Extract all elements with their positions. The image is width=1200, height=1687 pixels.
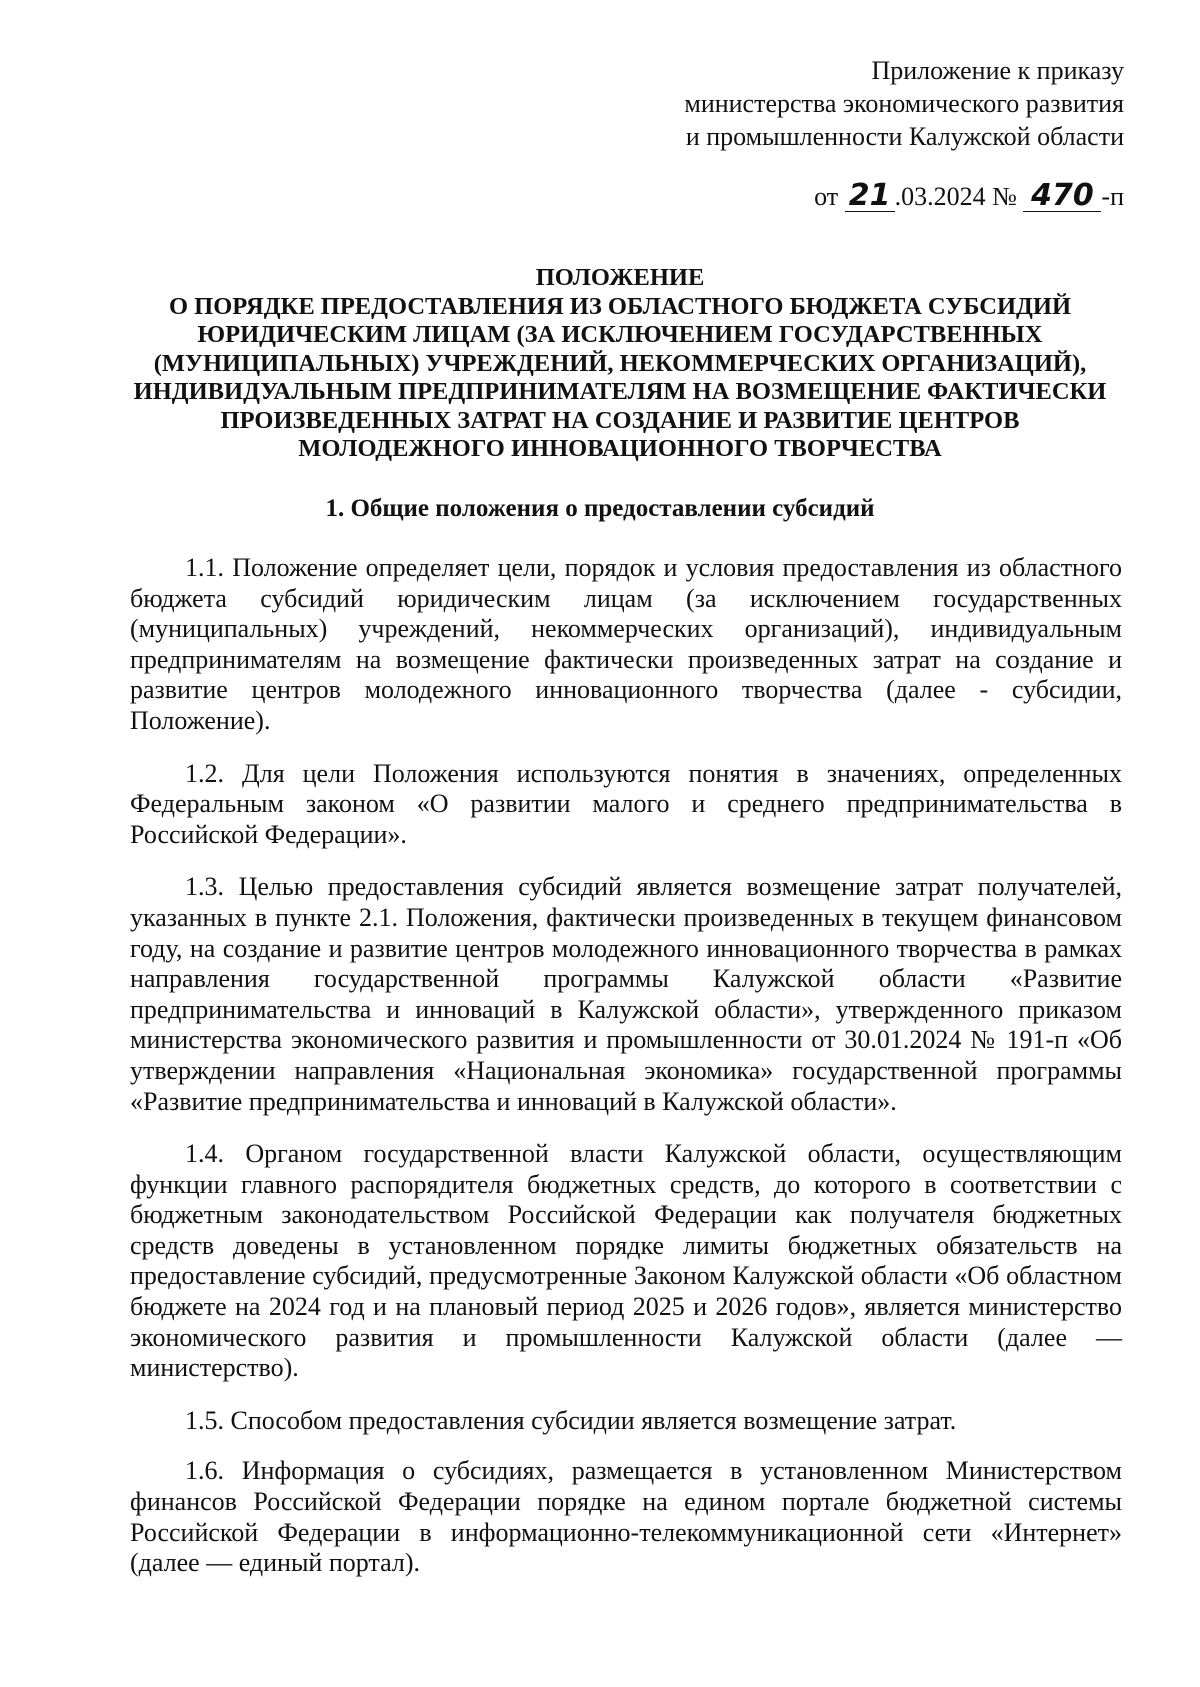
appendix-header: [564, 54, 1124, 153]
order-day-handwritten: 21: [845, 181, 895, 212]
paragraph-1-3: 1.3. Целью предоставления субсидий является возмещение затрат получателей, указанных в пункте 2.1. Положения, фактически произведенных в текущем финансовом году, на создание и развитие центров молодежного инновационного творчества в рамках направления государственной программы Калужской области «Развитие предпринимательства и инноваций в Калужской области», утвержденного приказом министерства экономического развития и промышленности от 30.01.2024 № 191-п «Об утверждении направления «Национальная экономика» государственной программы «Развитие предпринимательства и инноваций в Калужской области».: [130, 872, 1122, 1116]
order-date-rest: .03.2024 №: [894, 182, 1017, 211]
title-line: ИНДИВИДУАЛЬНЫМ ПРЕДПРИНИМАТЕЛЯМ НА ВОЗМЕЩЕНИЕ ФАКТИЧЕСКИ: [133, 378, 1107, 405]
appendix-line-3: и промышленности Калужской области: [685, 122, 1124, 151]
section-heading: 1. Общие положения о предоставлении субсидий: [325, 495, 875, 522]
paragraph-1-2: 1.2. Для цели Положения используются понятия в значениях, определенных Федеральным законом «О развитии малого и среднего предпринимательства в Российской Федерации».: [130, 758, 1122, 849]
order-number-handwritten: 470: [1023, 181, 1101, 212]
paragraph-1-1: 1.1. Положение определяет цели, порядок и условия предоставления из областного бюджета субсидий юридическим лицам (за исключением государственных (муниципальных) учреждений, некоммерческих организаций), индивидуальным предпринимателям на возмещение фактически произведенных затрат на создание и развитие центров молодежного инновационного творчества (далее - субсидии, Положение).: [130, 553, 1122, 735]
appendix-line-1: Приложение к приказу: [871, 56, 1124, 85]
title-line: МОЛОДЕЖНОГО ИННОВАЦИОННОГО ТВОРЧЕСТВА: [298, 435, 942, 462]
paragraph-1-4: 1.4. Органом государственной власти Калужской области, осуществляющим функции главного распорядителя бюджетных средств, до которого в соответствии с бюджетным законодательством Российской Федерации как получателя бюджетных средств доведены в установленном порядке лимиты бюджетных обязательств на предоставление субсидий, предусмотренные Законом Калужской области «Об областном бюджете на 2024 год и на плановый период 2025 и 2026 годов», является министерство экономического развития и промышленности Калужской области (далее — министерство).: [130, 1139, 1122, 1383]
title-line: ПОЛОЖЕНИЕ: [535, 264, 705, 291]
title-line: (МУНИЦИПАЛЬНЫХ) УЧРЕЖДЕНИЙ, НЕКОММЕРЧЕСКИХ ОРГАНИЗАЦИЙ),: [153, 349, 1087, 377]
title-line: О ПОРЯДКЕ ПРЕДОСТАВЛЕНИЯ ИЗ ОБЛАСТНОГО БЮДЖЕТА СУБСИДИЙ: [168, 292, 1072, 320]
title-line: ПРОИЗВЕДЕННЫХ ЗАТРАТ НА СОЗДАНИЕ И РАЗВИТИЕ ЦЕНТРОВ: [220, 406, 1020, 434]
paragraph-1-6: 1.6. Информация о субсидиях, размещается в установленном Министерством финансов Российской Федерации порядке на едином портале бюджетной системы Российской Федерации в информационно-телекоммуникационной сети «Интернет» (далее — единый портал).: [130, 1456, 1122, 1578]
order-suffix: -п: [1101, 182, 1124, 211]
appendix-line-2: министерства экономического развития: [684, 89, 1124, 118]
document-title: [120, 264, 1120, 464]
order-date-number: [814, 180, 1124, 214]
title-line: ЮРИДИЧЕСКИМ ЛИЦАМ (ЗА ИСКЛЮЧЕНИЕМ ГОСУДАРСТВЕННЫХ: [197, 321, 1043, 348]
paragraph-1-5: 1.5. Способом предоставления субсидии является возмещение затрат.: [185, 1405, 957, 1435]
order-prefix: от: [814, 182, 839, 211]
section-body: [130, 553, 1122, 1601]
